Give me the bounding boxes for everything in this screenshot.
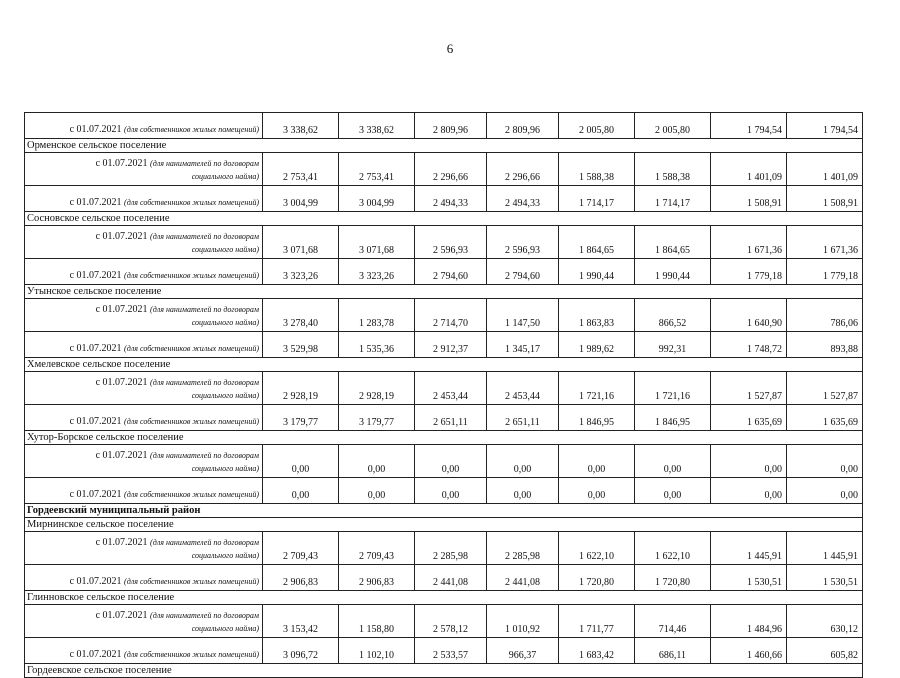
settlement-row	[25, 431, 863, 445]
table-row	[25, 478, 863, 504]
row-note: социального найма)	[191, 245, 259, 254]
settlement-row	[25, 139, 863, 153]
settlement-name: Орменское сельское поселение	[25, 139, 863, 153]
value-cell: 3 323,26	[263, 259, 339, 285]
value-cell: 1 508,91	[787, 186, 863, 212]
row-note: (для нанимателей по договорам	[150, 378, 259, 387]
value-cell: 1 846,95	[559, 405, 635, 431]
value-cell: 2 809,96	[415, 113, 487, 139]
value-cell: 2 453,44	[487, 372, 559, 405]
settlement-row	[25, 591, 863, 605]
value-cell: 1 714,17	[559, 186, 635, 212]
settlement-row	[25, 518, 863, 532]
row-note: (для нанимателей по договорам	[150, 611, 259, 620]
value-cell: 0,00	[711, 445, 787, 478]
value-cell: 1 527,87	[711, 372, 787, 405]
value-cell: 1 401,09	[787, 153, 863, 186]
value-cell: 2 753,41	[263, 153, 339, 186]
settlement-name: Хутор-Борское сельское поселение	[25, 431, 863, 445]
value-cell: 1 720,80	[635, 565, 711, 591]
value-cell: 2 794,60	[487, 259, 559, 285]
value-cell: 2 441,08	[487, 565, 559, 591]
row-note: (для собственников жилых помещений)	[124, 650, 259, 659]
value-cell: 0,00	[787, 478, 863, 504]
row-label	[25, 478, 263, 504]
row-note: (для нанимателей по договорам	[150, 159, 259, 168]
settlement-name: Хмелевское сельское поселение	[25, 358, 863, 372]
row-note: (для нанимателей по договорам	[150, 538, 259, 547]
value-cell: 3 071,68	[263, 226, 339, 259]
row-note: (для собственников жилых помещений)	[124, 577, 259, 586]
value-cell: 2 005,80	[635, 113, 711, 139]
value-cell: 630,12	[787, 605, 863, 638]
value-cell: 786,06	[787, 299, 863, 332]
value-cell: 3 338,62	[263, 113, 339, 139]
table-row	[25, 299, 863, 332]
settlement-name: Гордеевское сельское поселение	[25, 664, 863, 678]
table-row	[25, 638, 863, 664]
table-row	[25, 405, 863, 431]
district-name: Гордеевский муниципальный район	[25, 504, 863, 518]
value-cell: 3 529,98	[263, 332, 339, 358]
value-cell: 1 714,17	[635, 186, 711, 212]
value-cell: 1 748,72	[711, 332, 787, 358]
row-label	[25, 405, 263, 431]
value-cell: 3 278,40	[263, 299, 339, 332]
value-cell: 0,00	[559, 478, 635, 504]
row-date: с 01.07.2021	[69, 649, 122, 660]
value-cell: 1 445,91	[787, 532, 863, 565]
value-cell: 1 345,17	[487, 332, 559, 358]
row-note: социального найма)	[191, 318, 259, 327]
value-cell: 3 071,68	[339, 226, 415, 259]
settlement-name: Глинновское сельское поселение	[25, 591, 863, 605]
value-cell: 1 147,50	[487, 299, 559, 332]
value-cell: 1 010,92	[487, 605, 559, 638]
value-cell: 0,00	[787, 445, 863, 478]
value-cell: 1 721,16	[635, 372, 711, 405]
row-date: с 01.07.2021	[69, 197, 122, 208]
value-cell: 3 179,77	[263, 405, 339, 431]
value-cell: 1 102,10	[339, 638, 415, 664]
row-date: с 01.07.2021	[95, 377, 148, 388]
row-date: с 01.07.2021	[95, 304, 148, 315]
row-date: с 01.07.2021	[69, 576, 122, 587]
value-cell: 1 864,65	[559, 226, 635, 259]
value-cell: 1 794,54	[711, 113, 787, 139]
row-note: (для собственников жилых помещений)	[124, 271, 259, 280]
row-label	[25, 186, 263, 212]
row-label	[25, 638, 263, 664]
row-date: с 01.07.2021	[95, 158, 148, 169]
value-cell: 2 296,66	[487, 153, 559, 186]
value-cell: 1 794,54	[787, 113, 863, 139]
value-cell: 1 622,10	[559, 532, 635, 565]
row-note: социального найма)	[191, 624, 259, 633]
row-date: с 01.07.2021	[69, 343, 122, 354]
value-cell: 1 635,69	[787, 405, 863, 431]
settlement-name: Мирнинское сельское поселение	[25, 518, 863, 532]
value-cell: 2 651,11	[487, 405, 559, 431]
value-cell: 0,00	[263, 445, 339, 478]
row-note: (для нанимателей по договорам	[150, 305, 259, 314]
table-row	[25, 226, 863, 259]
row-date: с 01.07.2021	[69, 124, 122, 135]
value-cell: 1 846,95	[635, 405, 711, 431]
row-note: (для собственников жилых помещений)	[124, 125, 259, 134]
page-number: 6	[446, 41, 454, 56]
row-note: (для собственников жилых помещений)	[124, 344, 259, 353]
value-cell: 0,00	[339, 445, 415, 478]
value-cell: 0,00	[487, 478, 559, 504]
settlement-name: Утынское сельское поселение	[25, 285, 863, 299]
value-cell: 2 285,98	[415, 532, 487, 565]
row-note: социального найма)	[191, 391, 259, 400]
value-cell: 2 441,08	[415, 565, 487, 591]
row-note: (для собственников жилых помещений)	[124, 417, 259, 426]
value-cell: 1 283,78	[339, 299, 415, 332]
table-row	[25, 605, 863, 638]
row-label	[25, 259, 263, 285]
value-cell: 0,00	[263, 478, 339, 504]
value-cell: 2 753,41	[339, 153, 415, 186]
value-cell: 1 721,16	[559, 372, 635, 405]
settlement-row	[25, 285, 863, 299]
value-cell: 0,00	[487, 445, 559, 478]
row-date: с 01.07.2021	[69, 416, 122, 427]
table-row	[25, 153, 863, 186]
settlement-row	[25, 212, 863, 226]
table-row	[25, 532, 863, 565]
value-cell: 0,00	[711, 478, 787, 504]
value-cell: 1 530,51	[787, 565, 863, 591]
settlement-name: Сосновское сельское поселение	[25, 212, 863, 226]
row-date: с 01.07.2021	[95, 610, 148, 621]
row-note: социального найма)	[191, 464, 259, 473]
value-cell: 1 720,80	[559, 565, 635, 591]
value-cell: 714,46	[635, 605, 711, 638]
value-cell: 3 323,26	[339, 259, 415, 285]
value-cell: 966,37	[487, 638, 559, 664]
row-label	[25, 113, 263, 139]
value-cell: 2 453,44	[415, 372, 487, 405]
row-note: (для нанимателей по договорам	[150, 232, 259, 241]
value-cell: 2 296,66	[415, 153, 487, 186]
tariff-table	[24, 112, 863, 678]
settlement-row	[25, 664, 863, 678]
value-cell: 1 671,36	[711, 226, 787, 259]
row-label	[25, 299, 263, 332]
value-cell: 1 711,77	[559, 605, 635, 638]
settlement-row	[25, 358, 863, 372]
value-cell: 1 401,09	[711, 153, 787, 186]
value-cell: 1 863,83	[559, 299, 635, 332]
row-label	[25, 226, 263, 259]
value-cell: 1 158,80	[339, 605, 415, 638]
value-cell: 2 285,98	[487, 532, 559, 565]
table-row	[25, 445, 863, 478]
row-date: с 01.07.2021	[69, 489, 122, 500]
value-cell: 1 779,18	[787, 259, 863, 285]
row-date: с 01.07.2021	[95, 450, 148, 461]
row-label	[25, 532, 263, 565]
row-note: (для собственников жилых помещений)	[124, 198, 259, 207]
value-cell: 0,00	[559, 445, 635, 478]
value-cell: 866,52	[635, 299, 711, 332]
row-label	[25, 153, 263, 186]
value-cell: 1 622,10	[635, 532, 711, 565]
value-cell: 0,00	[415, 478, 487, 504]
row-note: социального найма)	[191, 172, 259, 181]
value-cell: 1 445,91	[711, 532, 787, 565]
value-cell: 2 494,33	[487, 186, 559, 212]
value-cell: 1 990,44	[635, 259, 711, 285]
value-cell: 2 912,37	[415, 332, 487, 358]
table-row	[25, 565, 863, 591]
row-date: с 01.07.2021	[95, 231, 148, 242]
row-label	[25, 605, 263, 638]
value-cell: 0,00	[339, 478, 415, 504]
value-cell: 1 535,36	[339, 332, 415, 358]
row-date: с 01.07.2021	[95, 537, 148, 548]
value-cell: 1 640,90	[711, 299, 787, 332]
table-row	[25, 186, 863, 212]
value-cell: 3 153,42	[263, 605, 339, 638]
value-cell: 2 533,57	[415, 638, 487, 664]
value-cell: 2 005,80	[559, 113, 635, 139]
value-cell: 1 683,42	[559, 638, 635, 664]
value-cell: 1 527,87	[787, 372, 863, 405]
value-cell: 1 671,36	[787, 226, 863, 259]
value-cell: 0,00	[635, 445, 711, 478]
row-note: (для нанимателей по договорам	[150, 451, 259, 460]
value-cell: 3 096,72	[263, 638, 339, 664]
value-cell: 1 864,65	[635, 226, 711, 259]
table-row	[25, 372, 863, 405]
value-cell: 0,00	[635, 478, 711, 504]
value-cell: 1 588,38	[635, 153, 711, 186]
value-cell: 992,31	[635, 332, 711, 358]
row-label	[25, 372, 263, 405]
value-cell: 1 990,44	[559, 259, 635, 285]
value-cell: 1 588,38	[559, 153, 635, 186]
value-cell: 2 906,83	[263, 565, 339, 591]
value-cell: 686,11	[635, 638, 711, 664]
value-cell: 2 709,43	[263, 532, 339, 565]
value-cell: 2 928,19	[339, 372, 415, 405]
table-row	[25, 332, 863, 358]
value-cell: 2 794,60	[415, 259, 487, 285]
value-cell: 1 508,91	[711, 186, 787, 212]
value-cell: 2 714,70	[415, 299, 487, 332]
value-cell: 3 179,77	[339, 405, 415, 431]
value-cell: 605,82	[787, 638, 863, 664]
row-note: (для собственников жилых помещений)	[124, 490, 259, 499]
value-cell: 1 779,18	[711, 259, 787, 285]
row-date: с 01.07.2021	[69, 270, 122, 281]
value-cell: 1 989,62	[559, 332, 635, 358]
value-cell: 2 596,93	[415, 226, 487, 259]
value-cell: 2 809,96	[487, 113, 559, 139]
value-cell: 1 460,66	[711, 638, 787, 664]
row-label	[25, 565, 263, 591]
row-label	[25, 332, 263, 358]
value-cell: 2 709,43	[339, 532, 415, 565]
district-row	[25, 504, 863, 518]
value-cell: 1 530,51	[711, 565, 787, 591]
value-cell: 893,88	[787, 332, 863, 358]
value-cell: 3 004,99	[263, 186, 339, 212]
value-cell: 2 651,11	[415, 405, 487, 431]
value-cell: 1 635,69	[711, 405, 787, 431]
value-cell: 3 338,62	[339, 113, 415, 139]
table-row	[25, 113, 863, 139]
value-cell: 0,00	[415, 445, 487, 478]
row-label	[25, 445, 263, 478]
value-cell: 2 906,83	[339, 565, 415, 591]
value-cell: 2 596,93	[487, 226, 559, 259]
value-cell: 2 578,12	[415, 605, 487, 638]
value-cell: 2 494,33	[415, 186, 487, 212]
value-cell: 3 004,99	[339, 186, 415, 212]
value-cell: 1 484,96	[711, 605, 787, 638]
table-row	[25, 259, 863, 285]
value-cell: 2 928,19	[263, 372, 339, 405]
row-note: социального найма)	[191, 551, 259, 560]
